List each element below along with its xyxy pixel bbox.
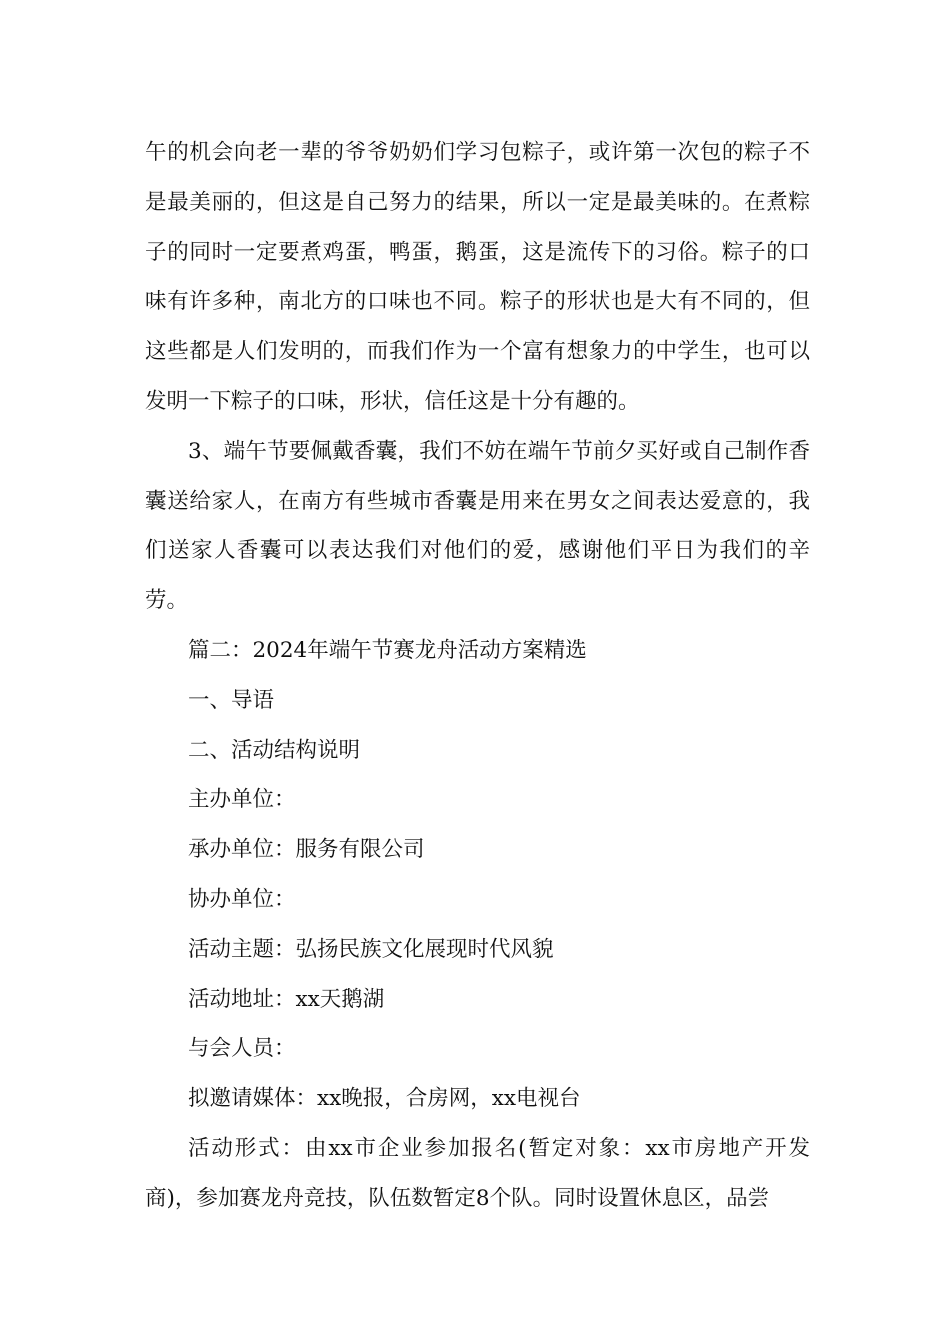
organizer-line: 主办单位： [188, 787, 296, 813]
co-organizer-line: 协办单位： [188, 886, 296, 912]
theme-line: 活动主题：弘扬民族文化展现时代风貌 [188, 936, 554, 962]
paragraph-sachet: 3、端午节要佩戴香囊，我们不妨在端午节前夕买好或自己制作香囊送给家人，在南方有些城市香囊是用来在男女之间表达爱意的，我们送家人香囊可以表达我们对他们的爱，感谢他们平日为我们的辛劳。 [145, 438, 810, 614]
executor-line: 承办单位：服务有限公司 [188, 837, 425, 863]
section-heading-structure: 二、活动结构说明 [188, 737, 361, 763]
activity-format-paragraph: 活动形式：由xx市企业参加报名(暂定对象：xx市房地产开发商)，参加赛龙舟竞技，队伍数暂定8个队。同时设置休息区，品尝 [145, 1135, 810, 1211]
venue-line: 活动地址：xx天鹅湖 [188, 986, 385, 1012]
section-heading-part-two: 篇二：2024年端午节赛龙舟活动方案精选 [188, 637, 587, 663]
paragraph-continuation: 午的机会向老一辈的爷爷奶奶们学习包粽子，或许第一次包的粽子不是最美丽的，但这是自己努力的结果，所以一定是最美味的。在煮粽子的同时一定要煮鸡蛋，鸭蛋，鹅蛋，这是流传下的习俗。粽子的口味有许多种，南北方的口味也不同。粽子的形状也是大有不同的，但这些都是人们发明的，而我们作为一个富有想象力的中学生，也可以发明一下粽子的口味，形状，信任这是十分有趣的。 [145, 140, 810, 414]
section-heading-intro: 一、导语 [188, 687, 275, 713]
document-body [145, 128, 810, 1224]
attendees-line: 与会人员： [188, 1036, 296, 1062]
media-line: 拟邀请媒体：xx晚报，合房网，xx电视台 [188, 1086, 581, 1112]
